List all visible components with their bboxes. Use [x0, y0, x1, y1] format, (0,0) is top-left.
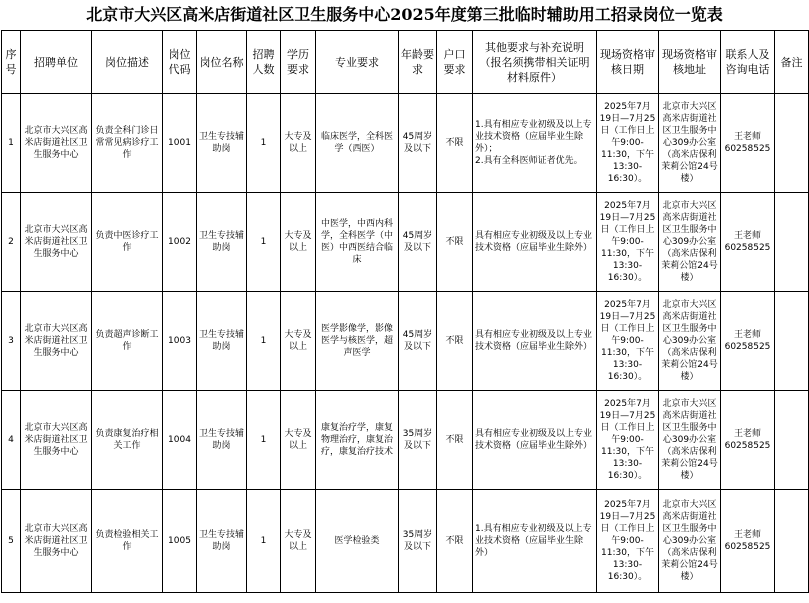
cell-edu: 大专及以上 [281, 292, 316, 391]
cell-contact: 王老师 60258525 [721, 193, 775, 292]
cell-unit: 北京市大兴区高米店街道社区卫生服务中心 [21, 490, 92, 593]
header-cell-code: 岗位代码 [163, 31, 197, 94]
cell-code: 1001 [163, 94, 197, 193]
cell-count: 1 [247, 490, 281, 593]
cell-age: 35周岁及以下 [399, 490, 437, 593]
cell-name: 卫生专技辅助岗 [197, 391, 247, 490]
cell-contact: 王老师 60258525 [721, 391, 775, 490]
cell-edu: 大专及以上 [281, 490, 316, 593]
cell-count: 1 [247, 94, 281, 193]
cell-desc: 负责全科门诊日常常见病诊疗工作 [92, 94, 163, 193]
cell-hukou: 不限 [437, 391, 473, 490]
cell-major: 临床医学，全科医学（西医） [316, 94, 399, 193]
cell-age: 45周岁及以下 [399, 94, 437, 193]
header-cell-edu: 学历要求 [281, 31, 316, 94]
cell-code: 1002 [163, 193, 197, 292]
cell-date: 2025年7月19日—7月25日（工作日上午9:00-11:30，下午13:30-16:30）。 [597, 94, 659, 193]
cell-date: 2025年7月19日—7月25日（工作日上午9:00-11:30，下午13:30-16:30）。 [597, 292, 659, 391]
cell-major: 康复治疗学，康复物理治疗，康复治疗，康复治疗技术 [316, 391, 399, 490]
cell-hukou: 不限 [437, 94, 473, 193]
cell-remark [775, 391, 809, 490]
table-row [2, 94, 809, 193]
cell-major: 中医学，中西内科学，全科医学（中医）中西医结合临床 [316, 193, 399, 292]
cell-hukou: 不限 [437, 490, 473, 593]
cell-code: 1003 [163, 292, 197, 391]
table-row [2, 193, 809, 292]
cell-name: 卫生专技辅助岗 [197, 490, 247, 593]
cell-no: 4 [2, 391, 21, 490]
cell-contact: 王老师 60258525 [721, 292, 775, 391]
cell-contact: 王老师 60258525 [721, 94, 775, 193]
cell-unit: 北京市大兴区高米店街道社区卫生服务中心 [21, 292, 92, 391]
cell-name: 卫生专技辅助岗 [197, 193, 247, 292]
cell-date: 2025年7月19日—7月25日（工作日上午9:00-11:30，下午13:30-16:30）。 [597, 193, 659, 292]
table-row [2, 490, 809, 593]
header-cell-name: 岗位名称 [197, 31, 247, 94]
table-row [2, 292, 809, 391]
cell-date: 2025年7月19日—7月25日（工作日上午9:00-11:30，下午13:30-16:30）。 [597, 490, 659, 593]
cell-no: 1 [2, 94, 21, 193]
cell-date: 2025年7月19日—7月25日（工作日上午9:00-11:30，下午13:30-16:30）。 [597, 391, 659, 490]
header-cell-desc: 岗位描述 [92, 31, 163, 94]
cell-addr: 北京市大兴区高米店街道社区卫生服务中心309办公室（高米店保利茉莉公馆24号楼） [659, 490, 721, 593]
table-row [2, 391, 809, 490]
page-title: 北京市大兴区高米店街道社区卫生服务中心2025年度第三批临时辅助用工招录岗位一览表 [86, 5, 723, 24]
header-cell-unit: 招聘单位 [21, 31, 92, 94]
cell-edu: 大专及以上 [281, 94, 316, 193]
cell-contact: 王老师 60258525 [721, 490, 775, 593]
header-row [2, 31, 809, 94]
cell-desc: 负责超声诊断工作 [92, 292, 163, 391]
cell-desc: 负责中医诊疗工作 [92, 193, 163, 292]
header-cell-no: 序号 [2, 31, 21, 94]
header-cell-addr: 现场资格审核地址 [659, 31, 721, 94]
cell-age: 45周岁及以下 [399, 193, 437, 292]
header-cell-date: 现场资格审核日期 [597, 31, 659, 94]
cell-hukou: 不限 [437, 193, 473, 292]
cell-edu: 大专及以上 [281, 193, 316, 292]
header-cell-hukou: 户口要求 [437, 31, 473, 94]
cell-addr: 北京市大兴区高米店街道社区卫生服务中心309办公室（高米店保利茉莉公馆24号楼） [659, 193, 721, 292]
header-cell-age: 年龄要求 [399, 31, 437, 94]
header-cell-major: 专业要求 [316, 31, 399, 94]
cell-unit: 北京市大兴区高米店街道社区卫生服务中心 [21, 193, 92, 292]
cell-other: 1.具有相应专业初级及以上专业技术资格（应届毕业生除外） [473, 490, 597, 593]
cell-count: 1 [247, 193, 281, 292]
cell-addr: 北京市大兴区高米店街道社区卫生服务中心309办公室（高米店保利茉莉公馆24号楼） [659, 94, 721, 193]
cell-addr: 北京市大兴区高米店街道社区卫生服务中心309办公室（高米店保利茉莉公馆24号楼） [659, 391, 721, 490]
cell-name: 卫生专技辅助岗 [197, 292, 247, 391]
cell-other: 具有相应专业初级及以上专业技术资格（应届毕业生除外） [473, 292, 597, 391]
header-cell-remark: 备注 [775, 31, 809, 94]
cell-no: 2 [2, 193, 21, 292]
cell-age: 35周岁及以下 [399, 391, 437, 490]
cell-count: 1 [247, 292, 281, 391]
cell-unit: 北京市大兴区高米店街道社区卫生服务中心 [21, 94, 92, 193]
cell-remark [775, 490, 809, 593]
cell-no: 5 [2, 490, 21, 593]
cell-count: 1 [247, 391, 281, 490]
cell-major: 医学影像学，影像医学与核医学，超声医学 [316, 292, 399, 391]
cell-other: 具有相应专业初级及以上专业技术资格（应届毕业生除外） [473, 391, 597, 490]
cell-edu: 大专及以上 [281, 391, 316, 490]
cell-code: 1004 [163, 391, 197, 490]
cell-code: 1005 [163, 490, 197, 593]
cell-remark [775, 292, 809, 391]
cell-major: 医学检验类 [316, 490, 399, 593]
header-cell-contact: 联系人及咨询电话 [721, 31, 775, 94]
positions-table [1, 30, 809, 593]
cell-addr: 北京市大兴区高米店街道社区卫生服务中心309办公室（高米店保利茉莉公馆24号楼） [659, 292, 721, 391]
cell-desc: 负责检验相关工作 [92, 490, 163, 593]
cell-age: 45周岁及以下 [399, 292, 437, 391]
cell-remark [775, 193, 809, 292]
cell-name: 卫生专技辅助岗 [197, 94, 247, 193]
cell-hukou: 不限 [437, 292, 473, 391]
cell-unit: 北京市大兴区高米店街道社区卫生服务中心 [21, 391, 92, 490]
header-cell-count: 招聘人数 [247, 31, 281, 94]
cell-no: 3 [2, 292, 21, 391]
cell-other: 1.具有相应专业初级及以上专业技术资格（应届毕业生除外）； 2.具有全科医师证者优先。 [473, 94, 597, 193]
cell-remark [775, 94, 809, 193]
header-cell-other: 其他要求与补充说明（报名须携带相关证明材料原件） [473, 31, 597, 94]
cell-desc: 负责康复治疗相关工作 [92, 391, 163, 490]
cell-other: 具有相应专业初级及以上专业技术资格（应届毕业生除外） [473, 193, 597, 292]
